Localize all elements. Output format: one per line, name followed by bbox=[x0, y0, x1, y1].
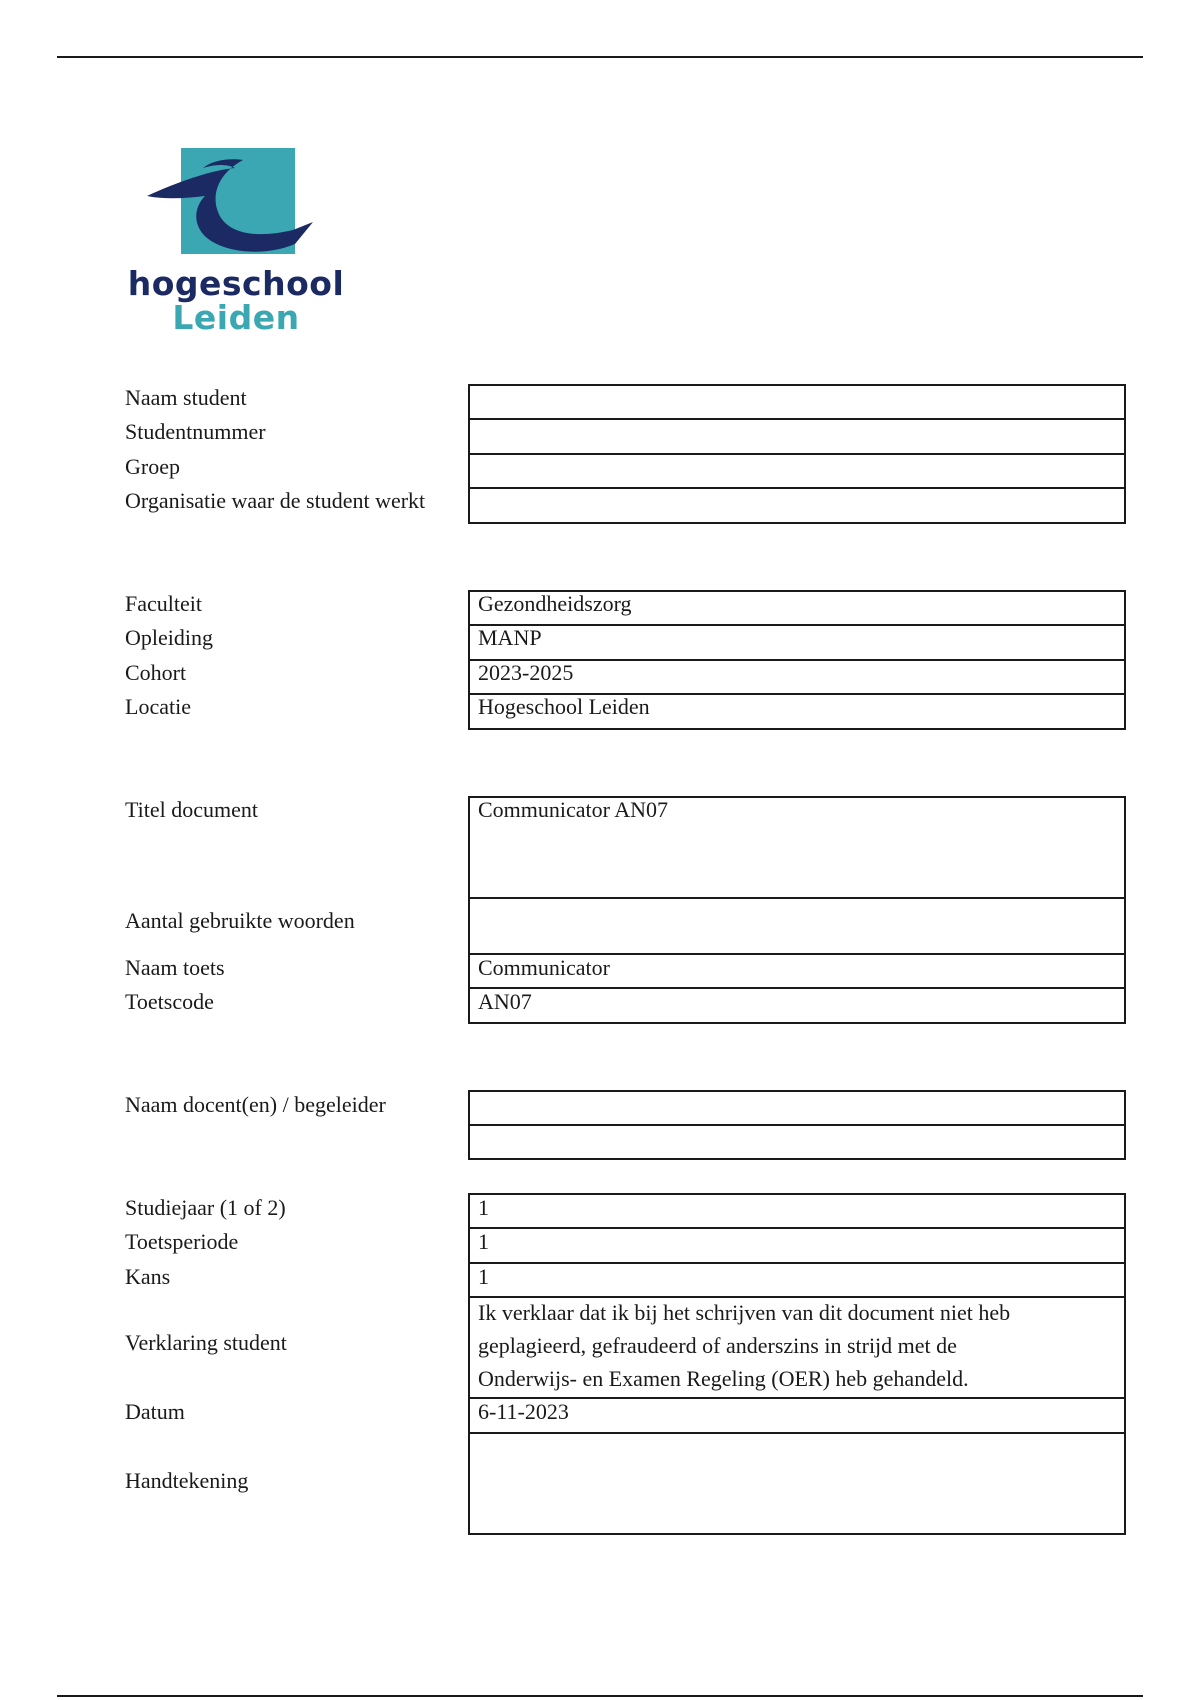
top-rule bbox=[57, 56, 1143, 58]
label-toetscode: Toetscode bbox=[125, 989, 214, 1014]
hogeschool-leiden-logo bbox=[117, 112, 355, 367]
label-faculteit: Faculteit bbox=[125, 591, 202, 616]
label-organisatie: Organisatie waar de student werkt bbox=[125, 488, 426, 513]
studiejaar-value: 1 bbox=[478, 1195, 489, 1220]
opleiding-value: MANP bbox=[478, 625, 542, 650]
verklaring-line-3: Onderwijs- en Examen Regeling (OER) heb gehandeld. bbox=[478, 1366, 969, 1391]
datum-value: 6-11-2023 bbox=[478, 1399, 569, 1424]
label-groep: Groep bbox=[125, 454, 180, 479]
label-naam-docent: Naam docent(en) / begeleider bbox=[125, 1092, 386, 1117]
studentnummer-field[interactable] bbox=[468, 420, 1126, 453]
toetsperiode-value: 1 bbox=[478, 1229, 489, 1254]
logo-text-leiden: Leiden bbox=[172, 298, 300, 337]
groep-field[interactable] bbox=[468, 455, 1126, 487]
label-studentnummer: Studentnummer bbox=[125, 419, 266, 444]
docent-field-2[interactable] bbox=[468, 1126, 1126, 1158]
titel-document-value: Communicator AN07 bbox=[478, 797, 669, 822]
aantal-woorden-field[interactable] bbox=[468, 899, 1126, 953]
cohort-value: 2023-2025 bbox=[478, 660, 574, 685]
locatie-value: Hogeschool Leiden bbox=[478, 694, 650, 719]
docent-field-1[interactable] bbox=[468, 1092, 1126, 1124]
logo-text-hogeschool: hogeschool bbox=[127, 264, 345, 303]
label-naam-student: Naam student bbox=[125, 385, 247, 410]
kans-value: 1 bbox=[478, 1264, 489, 1289]
naam-toets-value: Communicator bbox=[478, 955, 610, 980]
naam-student-field[interactable] bbox=[468, 386, 1126, 418]
label-kans: Kans bbox=[125, 1264, 171, 1289]
label-cohort: Cohort bbox=[125, 660, 187, 685]
label-naam-toets: Naam toets bbox=[125, 955, 225, 980]
handtekening-field[interactable] bbox=[468, 1434, 1126, 1533]
bottom-rule bbox=[57, 1695, 1143, 1697]
label-handtekening: Handtekening bbox=[125, 1468, 249, 1493]
label-datum: Datum bbox=[125, 1399, 185, 1424]
label-titel-document: Titel document bbox=[125, 797, 259, 822]
verklaring-text bbox=[468, 1296, 1126, 1395]
faculteit-value: Gezondheidszorg bbox=[478, 591, 632, 616]
label-aantal-woorden: Aantal gebruikte woorden bbox=[125, 908, 355, 933]
toetscode-value: AN07 bbox=[478, 989, 532, 1014]
logo-emblem-icon bbox=[117, 112, 355, 262]
verklaring-line-1: Ik verklaar dat ik bij het schrijven van dit document niet heb bbox=[478, 1300, 1011, 1325]
label-studiejaar: Studiejaar (1 of 2) bbox=[125, 1195, 286, 1220]
label-verklaring: Verklaring student bbox=[125, 1330, 287, 1355]
organisatie-field[interactable] bbox=[468, 489, 1126, 522]
label-locatie: Locatie bbox=[125, 694, 191, 719]
verklaring-line-2: geplagieerd, gefraudeerd of anderszins in strijd met de bbox=[478, 1333, 957, 1358]
label-toetsperiode: Toetsperiode bbox=[125, 1229, 239, 1254]
label-opleiding: Opleiding bbox=[125, 625, 213, 650]
